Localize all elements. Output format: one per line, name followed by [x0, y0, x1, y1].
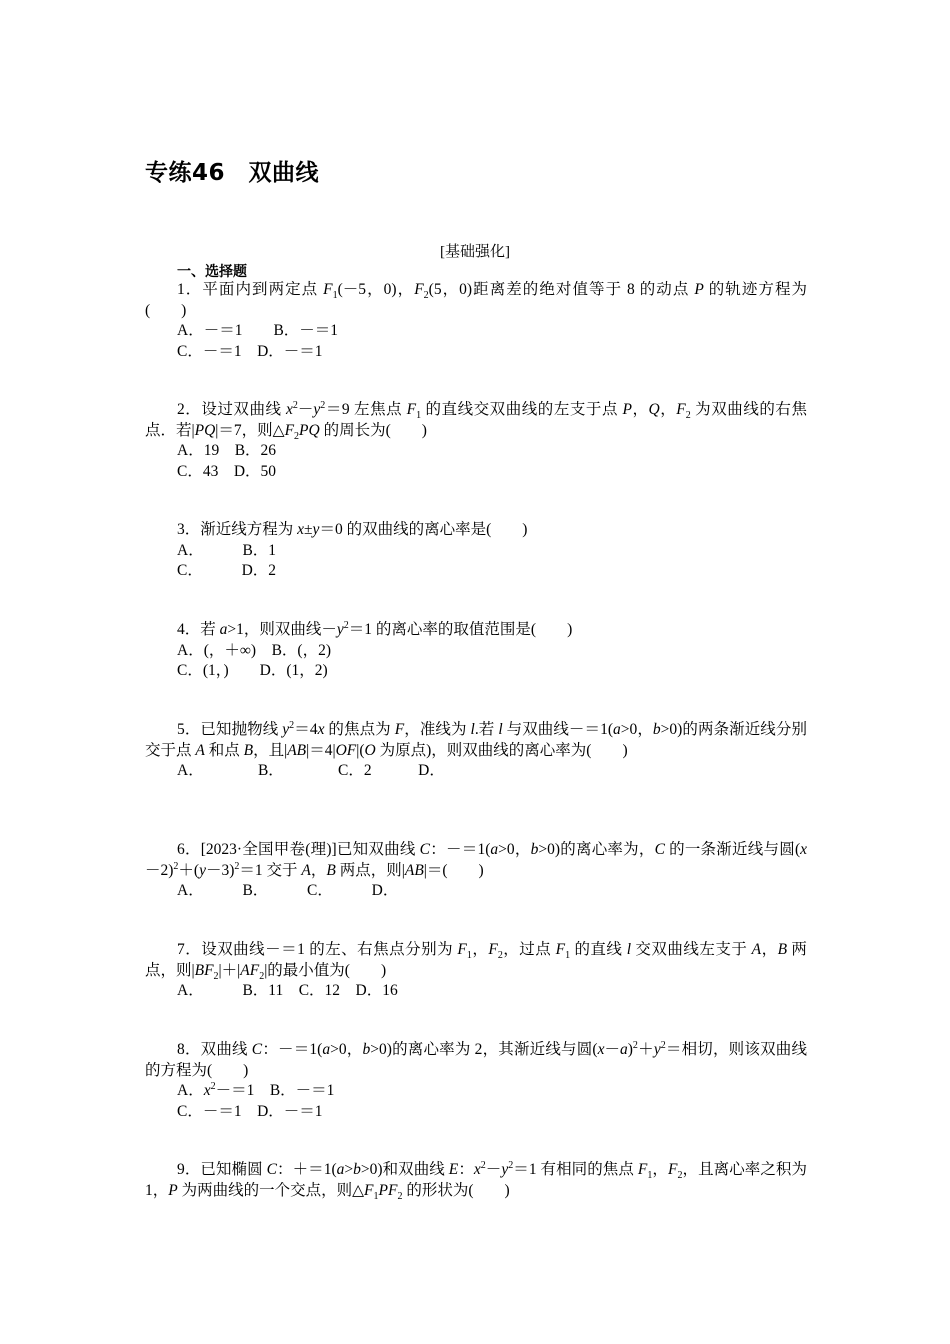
question-options: C． D．2: [177, 562, 277, 579]
section-label: [基础强化]: [440, 244, 510, 260]
question-stem: 4．若 a>1，则双曲线$-y^2=1$ 的离心率的取值范围是( ): [177, 619, 573, 638]
question-5: [145, 720, 807, 782]
question-1: [145, 280, 807, 362]
question-7: [145, 940, 807, 1002]
question-stem: 1．平面内到两定点 $F_1(-5$，0)，$F_2(5$，0)距离差的绝对值等于 8 的动点 P 的轨迹方程为( ): [145, 281, 807, 319]
question-options: A． B．11 C．12 D．16: [177, 982, 398, 999]
subheading: 一、选择题: [177, 264, 247, 280]
question-9: [145, 1160, 807, 1201]
question-stem: 6．[2023·全国甲卷(理)]已知双曲线 C：－＝1(a>0，b>0)的离心率为，C 的一条渐近线与圆$(x-2)^2+(y-3)^2=1$ 交于 A，B 两点，则|AB|＝( ): [145, 841, 808, 879]
question-2: [145, 400, 807, 482]
question-options: C．－＝1 D．－＝1: [177, 342, 323, 360]
question-4: [145, 620, 807, 682]
question-8: [145, 1040, 807, 1122]
question-options: C．(1，) D．(1，2): [177, 662, 328, 679]
page-title: 专练46 双曲线: [145, 160, 320, 186]
question-options: A．19 B．26: [177, 442, 277, 459]
question-options: C．－＝1 D．－＝1: [177, 1102, 323, 1120]
question-options: A．$x^2-=1$ B．－＝1: [177, 1080, 335, 1099]
question-options: A．(，＋∞) B．(，2): [177, 641, 331, 659]
question-options: C．43 D．50: [177, 462, 277, 480]
question-6: [145, 840, 807, 902]
question-stem: 8．双曲线 C：－＝1(a>0，b>0)的离心率为 2，其渐近线与圆$(x-a)^2+y^2=$相切，则该双曲线的方程为( ): [145, 1039, 807, 1079]
question-stem: 2．设过双曲线 $x^2-y^2=9$ 左焦点 $F_1$ 的直线交双曲线的左支于点 P，Q，$F_2$ 为双曲线的右焦点．若|PQ|＝7，则$\triangle F_2PQ$ 的周长为( ): [145, 399, 807, 442]
question-stem: 9．已知椭圆 C：＋＝1(a>b>0)和双曲线 E：$x^2-y^2=1$ 有相同的焦点 $F_1$，$F_2$，且离心率之积为 1，P 为两曲线的一个交点，则$\triangle F_1PF_2$ 的形状为( ): [145, 1159, 807, 1202]
question-options: A． B． C．2 D．: [177, 762, 445, 779]
question-stem: 7．设双曲线－＝1 的左、右焦点分别为 $F_1$，$F_2$，过点 $F_1$ 的直线 l 交双曲线左支于 A，B 两点，则$|BF_2|+|AF_2|$的最小值为( ): [145, 941, 807, 982]
question-stem: 3．渐近线方程为 x±y＝0 的双曲线的离心率是( ): [177, 521, 528, 538]
question-3: [145, 520, 807, 582]
question-stem: 5．已知抛物线 $y^2=4x$ 的焦点为 F，准线为 l.若 l 与双曲线－＝1(a>0，b>0)的两条渐近线分别交于点 A 和点 B，且|AB|＝4|OF|(O 为原点)，则双曲线的离心率为( ): [145, 719, 807, 759]
question-options: A． B． C． D．: [177, 882, 399, 899]
question-options: A． B．1: [177, 541, 277, 559]
question-options: A．－＝1 B．－＝1: [177, 322, 339, 339]
